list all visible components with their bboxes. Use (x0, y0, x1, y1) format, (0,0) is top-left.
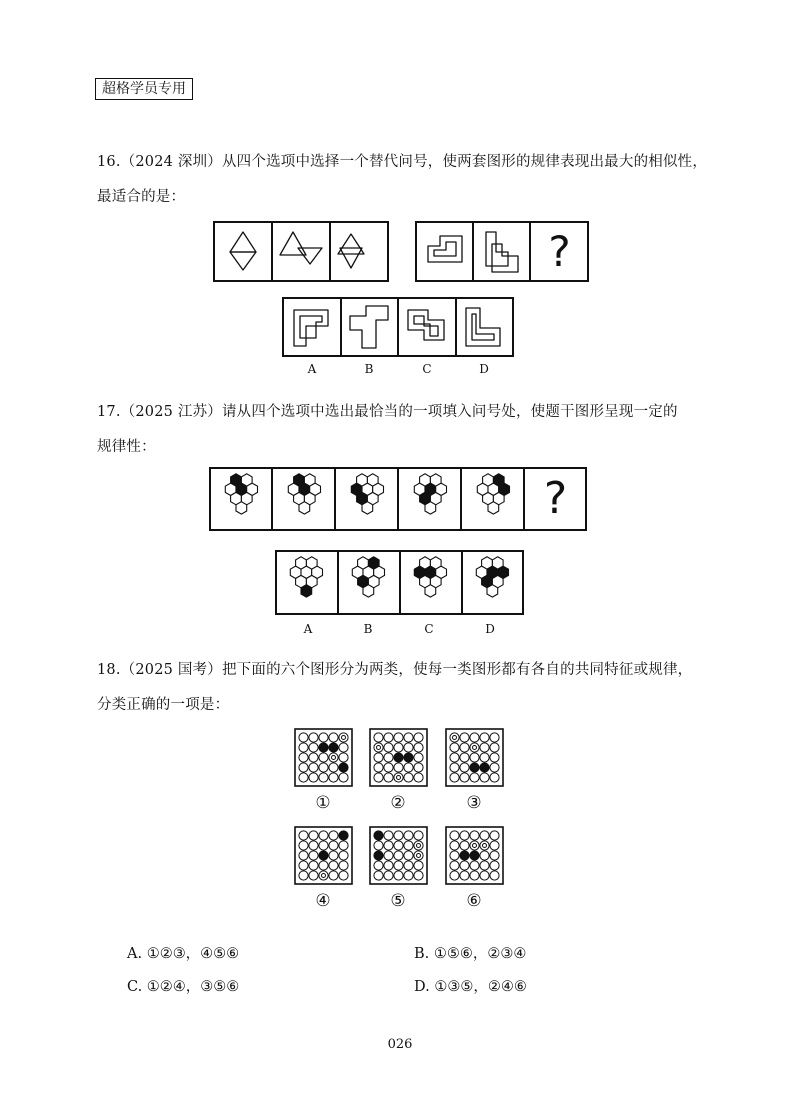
q18-label-3: ③ (466, 793, 482, 813)
exclusive-tag: 超格学员专用 (95, 78, 193, 100)
q18-label-4: ④ (315, 891, 331, 911)
q17-option-label-b: B (363, 622, 373, 636)
q16-option-label-c: C (422, 362, 432, 376)
q18-stem-line2: 分类正确的一项是： (97, 697, 230, 713)
q18-label-5: ⑤ (390, 891, 406, 911)
q18-label-6: ⑥ (466, 891, 482, 911)
q18-option-b[interactable]: B. ①⑤⑥，②③④ (414, 946, 527, 962)
q17-question-mark: ? (543, 473, 568, 524)
q18-option-d[interactable]: D. ①③⑤，②④⑥ (414, 979, 527, 995)
q17-option-label-d: D (485, 622, 495, 636)
q17-option-label-c: C (424, 622, 434, 636)
q16-option-label-d: D (479, 362, 489, 376)
q16-stem-line2: 最适合的是： (97, 189, 186, 205)
q16-question-mark: ? (548, 227, 571, 276)
q17-option-label-a: A (303, 622, 313, 636)
q18-stem-line1: 18.（2025 国考）把下面的六个图形分为两类，使每一类图形都有各自的共同特征或规律， (97, 662, 693, 678)
q18-label-2: ② (390, 793, 406, 813)
q17-stem-line1: 17.（2025 江苏）请从四个选项中选出最恰当的一项填入问号处，使题干图形呈现一定的 (97, 404, 678, 420)
page-number: 026 (387, 1037, 413, 1052)
q18-option-a[interactable]: A. ①②③，④⑤⑥ (127, 946, 240, 962)
q17-stem-line2: 规律性： (97, 439, 156, 455)
q18-label-1: ① (315, 793, 331, 813)
q16-stem-line1: 16.（2024 深圳）从四个选项中选择一个替代问号，使两套图形的规律表现出最大的相似性， (97, 154, 708, 170)
q18-option-c[interactable]: C. ①②④，③⑤⑥ (127, 979, 240, 995)
q16-option-label-b: B (364, 362, 374, 376)
q16-option-label-a: A (307, 362, 317, 376)
